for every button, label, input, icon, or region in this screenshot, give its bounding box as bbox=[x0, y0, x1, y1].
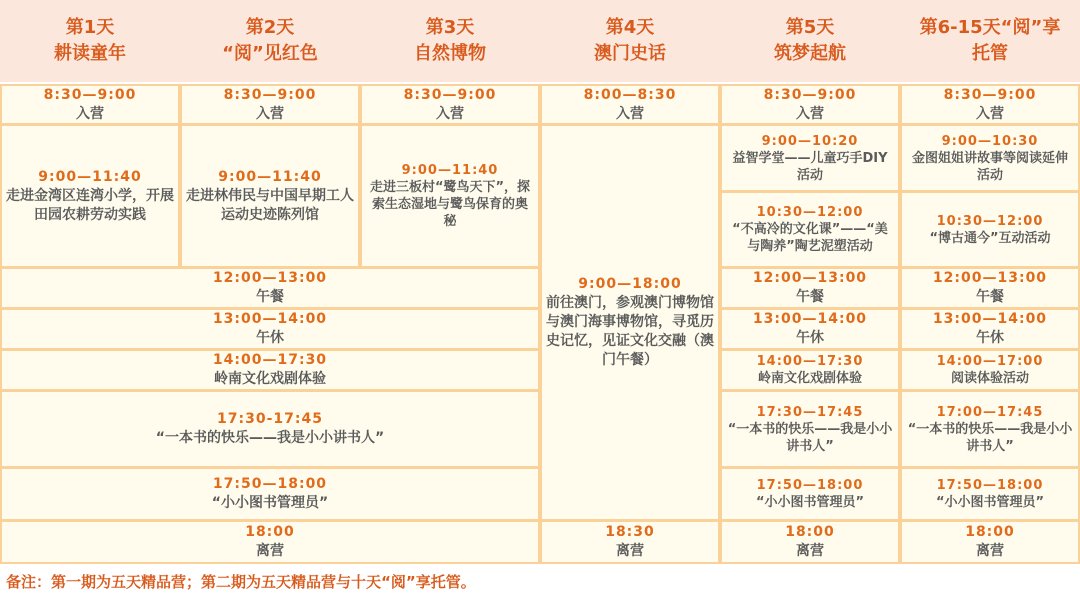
time-label: 9:00—11:40 bbox=[401, 163, 499, 178]
rest-cell-day6 bbox=[902, 310, 1078, 348]
rest-cell-days1-3 bbox=[2, 310, 538, 348]
checkin-cell-day5 bbox=[722, 86, 898, 123]
activity-label: 午休 bbox=[976, 330, 1004, 346]
day4-number: 第4天 bbox=[605, 17, 655, 38]
time-label: 17:50—18:00 bbox=[936, 478, 1044, 493]
activity-label: “小小图书管理员” bbox=[755, 495, 865, 510]
lunch-cell-day5 bbox=[722, 269, 898, 307]
day3-number: 第3天 bbox=[425, 17, 475, 38]
time-label: 18:00 bbox=[965, 524, 1015, 540]
activity-label: 入营 bbox=[256, 105, 284, 122]
time-label: 9:00—11:40 bbox=[38, 168, 142, 185]
day2-theme: “阅”见红色 bbox=[222, 43, 318, 64]
time-label: 9:00—10:20 bbox=[761, 133, 859, 149]
rest-cell-day5 bbox=[722, 310, 898, 348]
time-label: 17:30-17:45 bbox=[217, 411, 323, 427]
time-label: 12:00—13:00 bbox=[752, 270, 868, 286]
leave-cell-day5 bbox=[722, 522, 898, 562]
opera-cell-days1-3 bbox=[2, 351, 538, 389]
footnote: 备注：第一期为五天精品营；第二期为五天精品营与十天“阅”享托管。 bbox=[6, 573, 476, 591]
time-label: 8:30—9:00 bbox=[943, 86, 1037, 103]
time-label: 18:30 bbox=[605, 524, 655, 540]
time-label: 12:00—13:00 bbox=[212, 270, 328, 286]
activity-label: 走进林伟民与中国早期工人运动史迹陈列馆 bbox=[186, 187, 354, 223]
day4-theme: 澳门史话 bbox=[594, 43, 666, 64]
time-label: 13:00—14:00 bbox=[212, 311, 328, 327]
leave-cell-day6 bbox=[902, 522, 1078, 562]
speaker-cell-day5 bbox=[722, 392, 898, 466]
checkin-cell-day1 bbox=[2, 86, 178, 123]
leave-cell-days1-3 bbox=[2, 522, 538, 562]
activity-label: “一本书的快乐——我是小小讲书人” bbox=[907, 421, 1073, 454]
leave-cell-day4 bbox=[542, 522, 718, 562]
checkin-cell-day4 bbox=[542, 86, 718, 123]
day3-header bbox=[360, 0, 540, 82]
day2-header bbox=[180, 0, 360, 82]
time-label: 8:30—9:00 bbox=[763, 86, 857, 103]
activity-label: 前往澳门，参观澳门博物馆与澳门海事博物馆，寻觅历史记忆，见证文化交融（澳门午餐） bbox=[546, 295, 714, 368]
morning-cell-day1 bbox=[2, 126, 178, 266]
morning-cell-day2 bbox=[182, 126, 358, 266]
time-label: 13:00—14:00 bbox=[752, 311, 868, 327]
time-label: 8:00—8:30 bbox=[583, 86, 677, 103]
time-label: 10:30—12:00 bbox=[936, 213, 1044, 229]
activity-label: 岭南文化戏剧体验 bbox=[757, 371, 862, 386]
activity-label: 离营 bbox=[976, 543, 1004, 559]
time-label: 14:00—17:00 bbox=[936, 354, 1044, 369]
time-label: 13:00—14:00 bbox=[932, 311, 1048, 327]
morning-cell-day3 bbox=[362, 126, 538, 266]
time-label: 8:30—9:00 bbox=[403, 86, 497, 103]
activity-label: 入营 bbox=[436, 105, 464, 122]
activity-label: 走进三板村“鹭鸟天下”，探索生态湿地与鹭鸟保育的奥秘 bbox=[369, 180, 531, 229]
speaker-cell-day6 bbox=[902, 392, 1078, 466]
librarian-cell-days1-3 bbox=[2, 469, 538, 519]
time-label: 9:00—11:40 bbox=[218, 168, 322, 185]
activity-label: 离营 bbox=[256, 543, 284, 559]
activity-label: “小小图书管理员” bbox=[935, 495, 1045, 510]
schedule-header bbox=[0, 0, 1080, 82]
macau-trip-cell bbox=[542, 126, 718, 519]
time-label: 17:00—17:45 bbox=[936, 404, 1044, 420]
morning2-cell-day5 bbox=[722, 193, 898, 266]
activity-label: 入营 bbox=[76, 105, 104, 122]
time-label: 17:30—17:45 bbox=[756, 404, 864, 420]
activity-label: 阅读体验活动 bbox=[950, 371, 1029, 386]
checkin-cell-day3 bbox=[362, 86, 538, 123]
activity-label: 午休 bbox=[796, 330, 824, 346]
librarian-cell-day6 bbox=[902, 469, 1078, 519]
activity-label: 走进金湾区连湾小学，开展田园农耕劳动实践 bbox=[6, 187, 174, 223]
time-label: 18:00 bbox=[785, 524, 835, 540]
activity-label: “小小图书管理员” bbox=[211, 495, 329, 511]
time-label: 10:30—12:00 bbox=[756, 205, 864, 220]
morning1-cell-day6 bbox=[902, 126, 1078, 190]
schedule-grid bbox=[0, 84, 1080, 564]
day1-theme: 耕读童年 bbox=[54, 43, 126, 64]
activity-label: 离营 bbox=[796, 543, 824, 559]
opera-cell-day5 bbox=[722, 351, 898, 389]
activity-label: “一本书的快乐——我是小小讲书人” bbox=[155, 430, 385, 446]
activity-label: 离营 bbox=[616, 543, 644, 559]
day1-number: 第1天 bbox=[65, 17, 115, 38]
day5-number: 第5天 bbox=[785, 17, 835, 38]
time-label: 18:00 bbox=[245, 524, 295, 540]
librarian-cell-day5 bbox=[722, 469, 898, 519]
morning2-cell-day6 bbox=[902, 193, 1078, 266]
day1-header bbox=[0, 0, 180, 82]
activity-label: “博古通今”互动活动 bbox=[929, 230, 1051, 246]
activity-label: 岭南文化戏剧体验 bbox=[214, 371, 326, 387]
time-label: 9:00—18:00 bbox=[578, 276, 682, 292]
time-label: 17:50—18:00 bbox=[756, 478, 864, 493]
activity-label: “一本书的快乐——我是小小讲书人” bbox=[727, 421, 893, 454]
morning1-cell-day5 bbox=[722, 126, 898, 190]
lunch-cell-days1-3 bbox=[2, 269, 538, 307]
time-label: 8:30—9:00 bbox=[223, 86, 317, 103]
time-label: 17:50—18:00 bbox=[212, 476, 328, 492]
lunch-cell-day6 bbox=[902, 269, 1078, 307]
reading-cell-day6 bbox=[902, 351, 1078, 389]
time-label: 9:00—10:30 bbox=[941, 133, 1039, 149]
activity-label: 入营 bbox=[976, 105, 1004, 122]
day6-number: 第6-15天“阅”享 bbox=[919, 17, 1061, 38]
checkin-cell-day2 bbox=[182, 86, 358, 123]
day6-theme: 托管 bbox=[972, 43, 1008, 64]
day6-header bbox=[900, 0, 1080, 82]
time-label: 8:30—9:00 bbox=[43, 86, 137, 103]
activity-label: “不高冷的文化课”——“美与陶养”陶艺泥塑活动 bbox=[732, 222, 888, 254]
day3-theme: 自然博物 bbox=[414, 43, 486, 64]
activity-label: 入营 bbox=[616, 105, 644, 122]
time-label: 14:00—17:30 bbox=[756, 354, 864, 369]
activity-label: 午餐 bbox=[796, 289, 824, 305]
day5-theme: 筑梦起航 bbox=[774, 43, 846, 64]
activity-label: 金图姐姐讲故事等阅读延伸活动 bbox=[911, 150, 1068, 183]
activity-label: 午餐 bbox=[976, 289, 1004, 305]
day4-header bbox=[540, 0, 720, 82]
activity-label: 益智学堂——儿童巧手DIY活动 bbox=[732, 150, 888, 183]
activity-label: 午休 bbox=[256, 330, 284, 346]
day5-header bbox=[720, 0, 900, 82]
activity-label: 午餐 bbox=[256, 289, 284, 305]
time-label: 12:00—13:00 bbox=[932, 270, 1048, 286]
speaker-cell-days1-3 bbox=[2, 392, 538, 466]
time-label: 14:00—17:30 bbox=[212, 352, 328, 368]
checkin-cell-day6 bbox=[902, 86, 1078, 123]
day2-number: 第2天 bbox=[245, 17, 295, 38]
activity-label: 入营 bbox=[796, 105, 824, 122]
